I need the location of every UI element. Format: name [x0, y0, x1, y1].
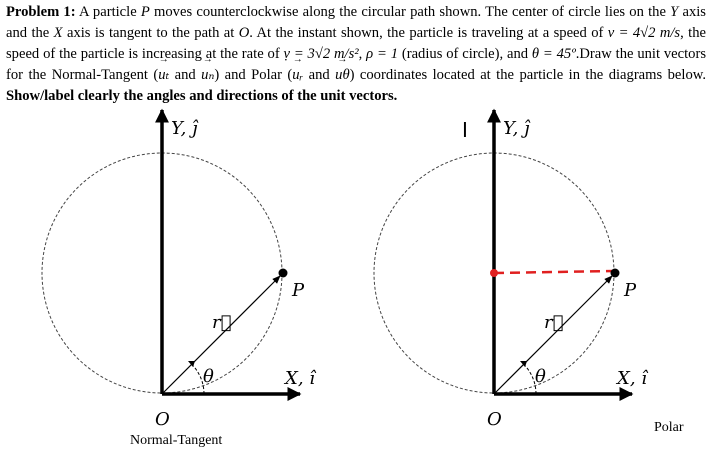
problem-text: and [169, 67, 202, 83]
problem-text: and [303, 67, 336, 83]
theta-label: θ [203, 366, 214, 387]
position-vector [162, 276, 280, 394]
problem-text: .Draw the unit vectors for the Normal-Tangent ( [6, 46, 707, 83]
problem-instruction: Show/label clearly the angles and directions of the unit vectors. [6, 88, 398, 104]
problem-text: axis and the [6, 4, 706, 41]
problem-text: (radius of circle), and [398, 46, 532, 62]
x-axis-label: X, ı̂ [617, 368, 648, 389]
unit-vector-ur: → uᵣ [292, 65, 303, 86]
problem-text: . At the instant shown, the particle is traveling at a speed of [249, 25, 608, 41]
radius-dashed-line [494, 271, 615, 273]
y-axis-label: Y, ĵ [171, 118, 198, 139]
radius-equation: ρ = 1 [366, 46, 398, 62]
x-axis-label: X, ı̂ [285, 368, 316, 389]
r-vector-label: r⃗ [544, 312, 564, 333]
problem-text: , [358, 46, 367, 62]
theta-label: θ [535, 366, 546, 387]
text-cursor-icon: I [462, 118, 468, 142]
problem-text: A particle [75, 4, 141, 20]
position-vector [494, 276, 612, 394]
problem-text: ) coordinates located at the particle in the diagrams below. [349, 67, 706, 83]
particle-p [279, 269, 288, 278]
polar-diagram [374, 110, 649, 430]
particle-p [611, 269, 620, 278]
problem-text: , the speed of the particle is increasing at the rate of [6, 25, 706, 62]
problem-text: moves counterclockwise along the circular path shown. The center of circle lies on the [149, 4, 671, 20]
polar-caption: Polar [654, 420, 684, 435]
unit-vector-un: → uₙ [201, 65, 214, 86]
unit-vector-utheta: → uθ [335, 65, 349, 86]
point-label: P [624, 280, 637, 301]
origin-label: O [155, 409, 170, 430]
normal-tangent-caption: Normal-Tangent [130, 433, 223, 448]
problem-text: ) and Polar ( [214, 67, 293, 83]
symbol-p: P [140, 4, 150, 20]
symbol-x: X [53, 25, 63, 41]
circle-center [490, 269, 498, 277]
point-label: P [292, 280, 305, 301]
speed-equation: v = 4√2 m/s [607, 25, 681, 41]
symbol-y: Y [670, 4, 679, 20]
problem-text: axis is tangent to the path at [62, 25, 239, 41]
y-axis-label: Y, ĵ [503, 118, 530, 139]
normal-tangent-diagram [42, 110, 317, 430]
symbol-o: O [238, 25, 250, 41]
angle-equation: θ = 45º [531, 46, 576, 62]
unit-vector-ut: → uₜ [158, 65, 169, 86]
problem-title: Problem 1: [6, 4, 76, 20]
acceleration-equation: ṿ = 3√2 m/s² [283, 46, 359, 62]
r-vector-label: r⃗ [212, 312, 232, 333]
origin-label: O [487, 409, 502, 430]
